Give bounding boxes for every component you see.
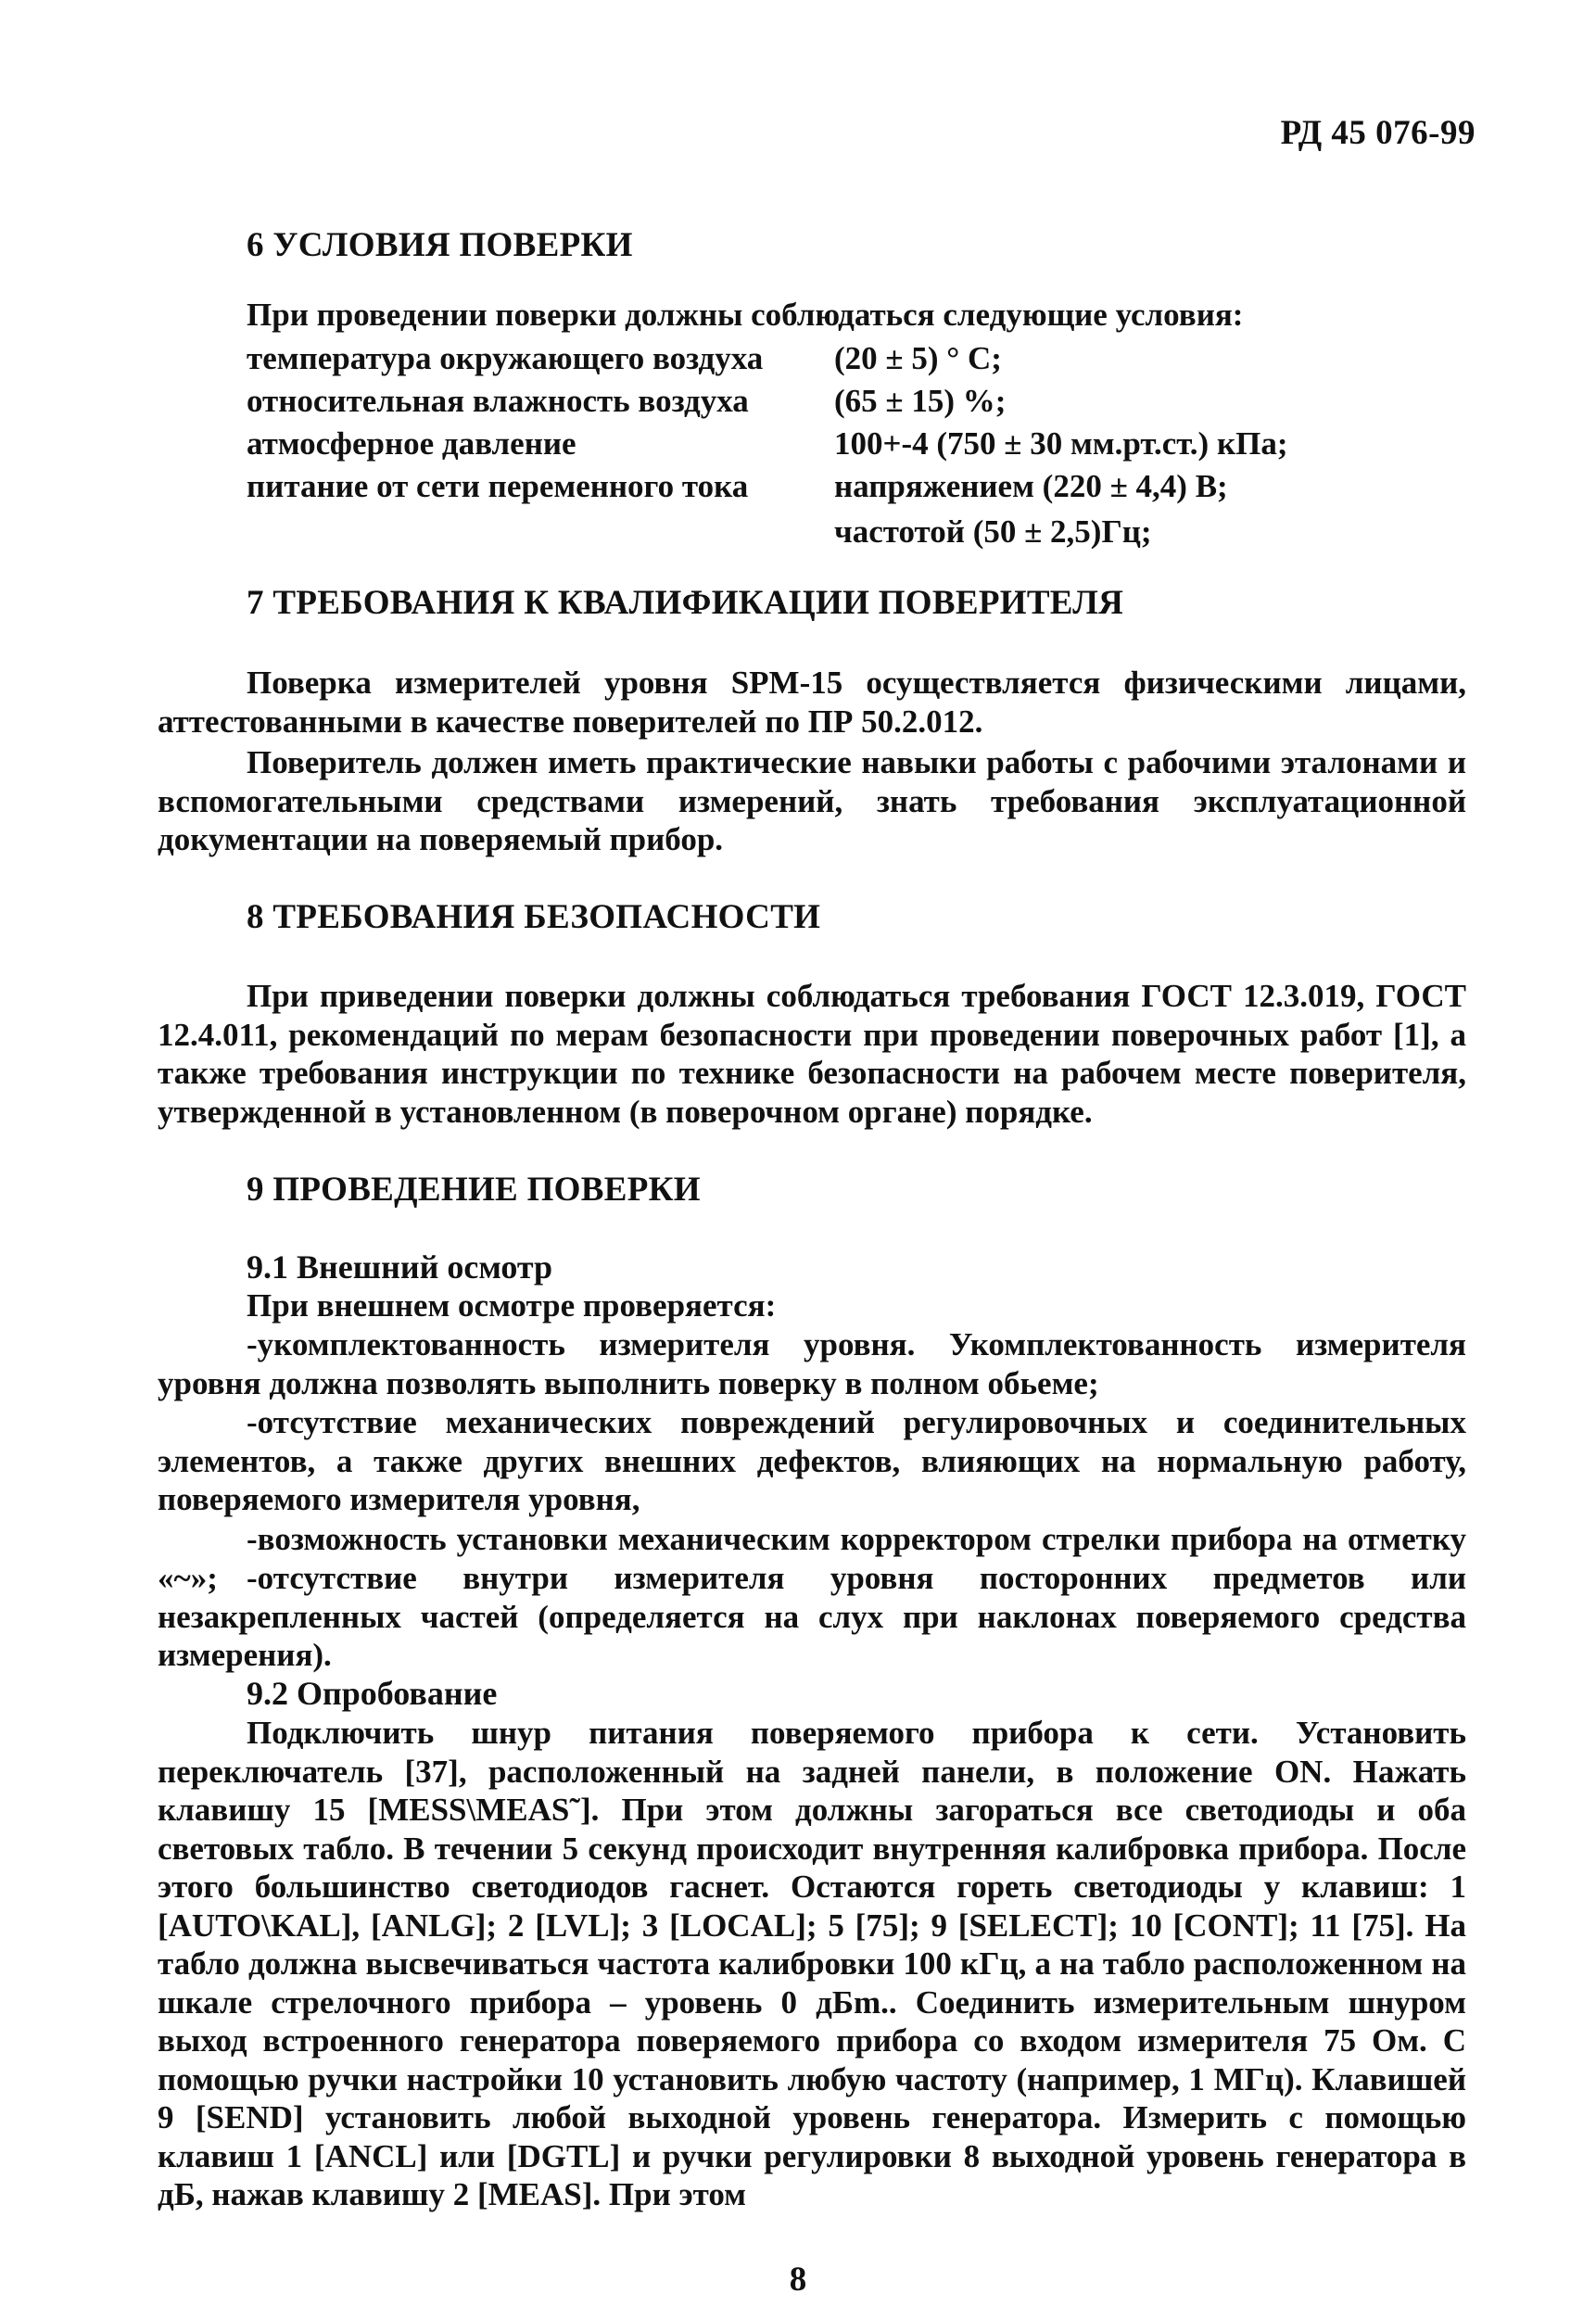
condition-value: 100+-4 (750 ± 30 мм.рт.ст.) кПа; [834, 425, 1288, 462]
condition-label: атмосферное давление [247, 425, 576, 462]
subsection-9-2-title: 9.2 Опробование [247, 1675, 498, 1712]
page-number: 8 [789, 2261, 807, 2299]
section-9-title: 9 ПРОВЕДЕНИЕ ПОВЕРКИ [247, 1171, 701, 1209]
section-8-paragraph-1: При приведении поверки должны соблюдаться требования ГОСТ 12.3.019, ГОСТ 12.4.011, рекомендаций по мерам безопасности при проведении поверочных работ [1], а также требования инструкции по технике безопасности на рабочем месте поверителя, утвержденной в установленном (в поверочном органе) порядке. [158, 978, 1466, 1130]
inspection-item-completeness: -укомплектованность измерителя уровня. Укомплектованность измерителя уровня должна позволять выполнить поверку в полном обьеме; [158, 1326, 1466, 1401]
inspection-item-corrector: -возможность установки механическим корректором стрелки прибора на отметку «~»; [158, 1521, 1466, 1596]
subsection-9-2-paragraph-1: Подключить шнур питания поверяемого прибора к сети. Установить переключатель [37], расположенный на задней панели, в положение ON. Нажать клавишу 15 [MESS\MEAS˜]. При этом должны загораться все светодиоды и оба световых табло. В течении 5 секунд происходит внутренняя калибровка прибора. После этого большинство светодиодов гаснет. Остаются гореть светодиоды у клавиш: 1 [AUTO\KAL], [ANLG]; 2 [LVL]; 3 [LOCAL]; 5 [75]; 9 [SELECT]; 10 [CONT]; 11 [75]. На табло должна высвечиваться частота калибровки 100 кГц, а на табло расположенном на шкале стрелочного прибора – уровень 0 дБm.. Соединить измерительным шнуром выход встроенного генератора поверяемого прибора со входом измерителя 75 Ом. С помощью ручки настройки 10 установить любую частоту (например, 1 МГц). Клавишей 9 [SEND] установить любой выходной уровень генератора. Измерить с помощью клавиш 1 [ANCL] или [DGTL] и ручки регулировки 8 выходной уровень генератора в дБ, нажав клавишу 2 [MEAS]. При этом [158, 1715, 1466, 2212]
conditions-intro: При проведении поверки должны соблюдаться следующие условия: [247, 297, 1244, 333]
document-code: РД 45 076-99 [1280, 114, 1476, 152]
condition-value: (65 ± 15) %; [834, 383, 1007, 419]
subsection-9-1-intro: При внешнем осмотре проверяется: [247, 1287, 777, 1324]
condition-label: питание от сети переменного тока [247, 468, 749, 504]
section-8-title: 8 ТРЕБОВАНИЯ БЕЗОПАСНОСТИ [247, 898, 821, 936]
condition-label: относительная влажность воздуха [247, 383, 749, 419]
condition-value: (20 ± 5) ° С; [834, 340, 1002, 376]
condition-value: частотой (50 ± 2,5)Гц; [834, 513, 1152, 550]
inspection-item-loose-parts: -отсутствие внутри измерителя уровня посторонних предметов или незакрепленных частей (определяется на слух при наклонах поверяемого средства измерения). [158, 1560, 1466, 1673]
section-7-paragraph-2: Поверитель должен иметь практические навыки работы с рабочими эталонами и вспомогательными средствами измерений, знать требования эксплуатационной документации на поверяемый прибор. [158, 744, 1466, 857]
condition-label: температура окружающего воздуха [247, 340, 764, 376]
condition-value: напряжением (220 ± 4,4) В; [834, 468, 1228, 504]
section-6-title: 6 УСЛОВИЯ ПОВЕРКИ [247, 226, 633, 264]
section-7-paragraph-1: Поверка измерителей уровня SPM-15 осуществляется физическими лицами, аттестованными в качестве поверителей по ПР 50.2.012. [158, 665, 1466, 740]
section-7-title: 7 ТРЕБОВАНИЯ К КВАЛИФИКАЦИИ ПОВЕРИТЕЛЯ [247, 584, 1124, 622]
subsection-9-1-title: 9.1 Внешний осмотр [247, 1248, 553, 1286]
inspection-item-damage: -отсутствие механических повреждений регулировочных и соединительных элементов, а также других внешних дефектов, влияющих на нормальную работу, поверяемого измерителя уровня, [158, 1404, 1466, 1517]
